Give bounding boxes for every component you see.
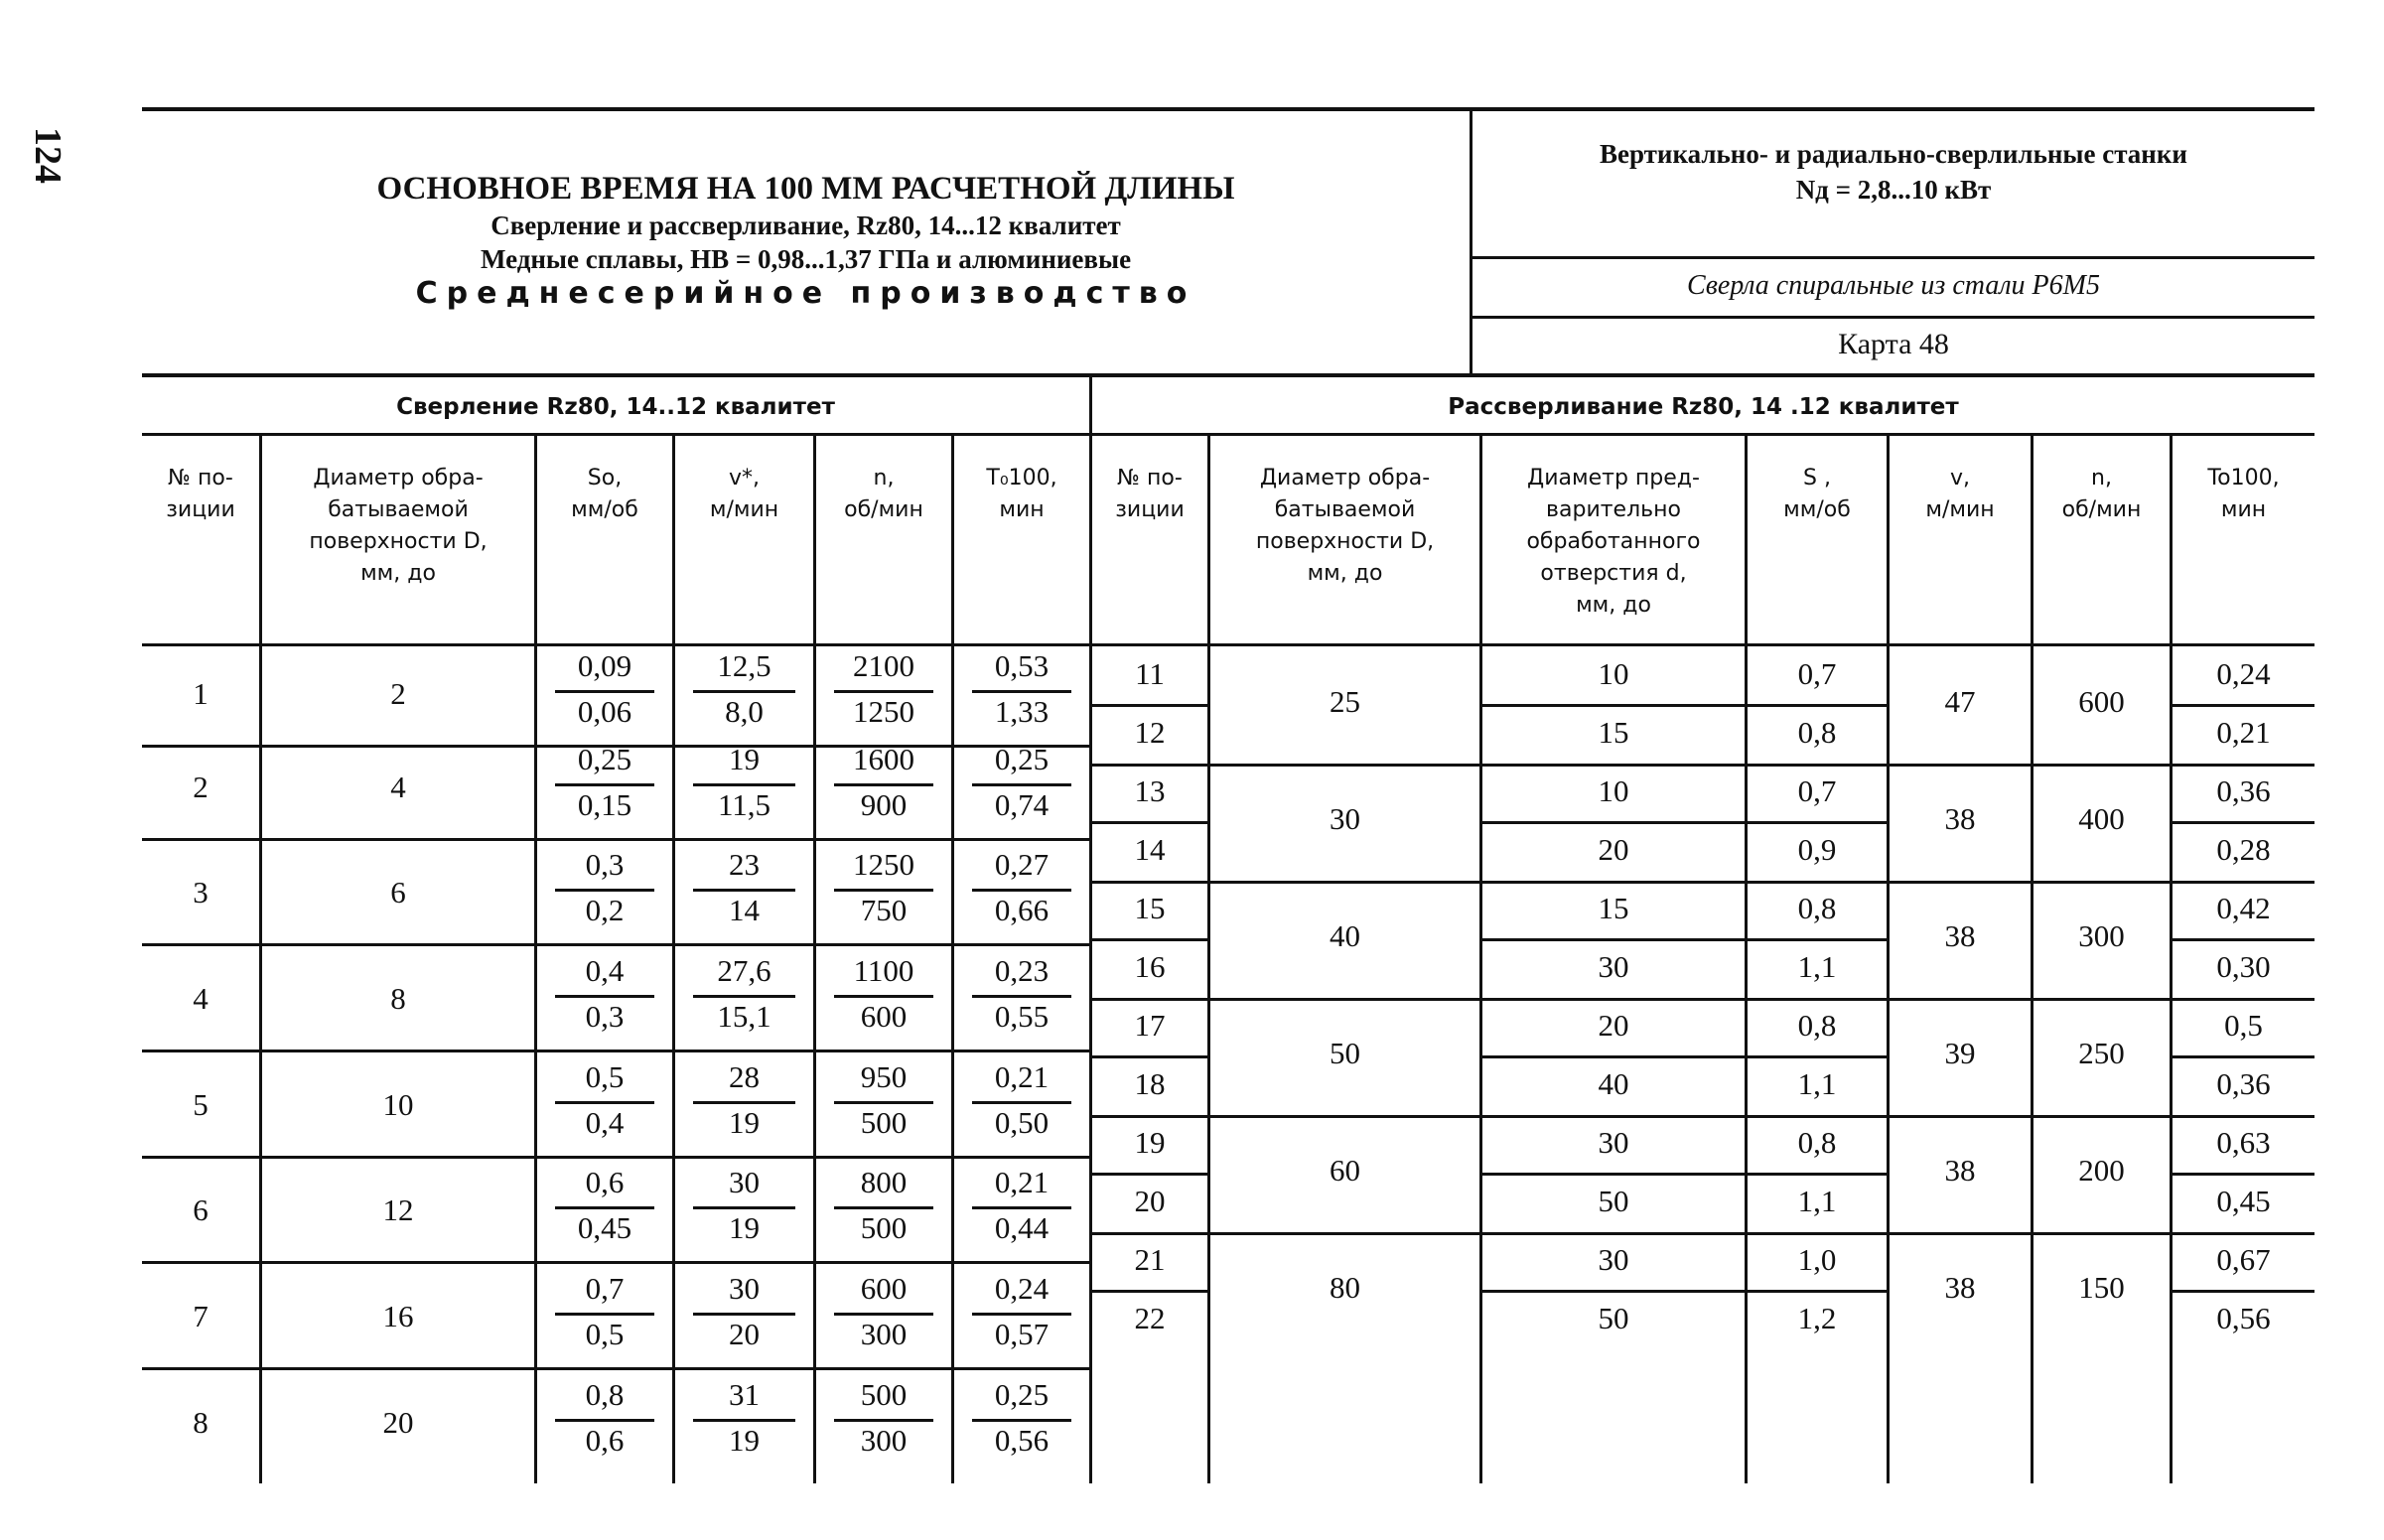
drilling-n-lower: 900 xyxy=(860,787,908,822)
rule xyxy=(142,1156,1089,1159)
drilling-v-upper: 30 xyxy=(729,1271,760,1306)
reaming-feed-s: 1,0 xyxy=(1797,1242,1837,1277)
drilling-v-lower: 15,1 xyxy=(717,999,771,1034)
drilling-diameter: 16 xyxy=(382,1299,414,1333)
fraction-bar xyxy=(834,995,933,998)
fraction-bar xyxy=(834,889,933,892)
drilling-v-upper: 23 xyxy=(729,847,760,882)
rule xyxy=(1482,1115,2314,1118)
reaming-feed-s: 1,1 xyxy=(1797,949,1837,984)
rule xyxy=(2173,1290,2314,1293)
drilling-diameter: 4 xyxy=(390,770,406,804)
drilling-s-upper: 0,25 xyxy=(577,742,632,776)
drilling-t-upper: 0,27 xyxy=(994,847,1050,882)
rule xyxy=(1092,1290,1207,1293)
drilling-t-lower: 0,74 xyxy=(994,787,1050,822)
rule xyxy=(1482,1290,1887,1293)
reaming-position: 11 xyxy=(1135,656,1165,691)
rule xyxy=(1482,821,1887,824)
drilling-t-upper: 0,25 xyxy=(994,742,1050,776)
drilling-header-col-3: So, мм/об xyxy=(571,466,638,522)
reaming-prev-diameter-d: 20 xyxy=(1598,1008,1629,1043)
reaming-time-t: 0,63 xyxy=(2216,1125,2271,1160)
reaming-position: 16 xyxy=(1134,949,1166,984)
drilling-t-upper: 0,24 xyxy=(994,1271,1050,1306)
drilling-n-lower: 600 xyxy=(860,999,908,1034)
drilling-position: 7 xyxy=(193,1299,209,1333)
reaming-prev-diameter-d: 50 xyxy=(1598,1184,1629,1218)
rule xyxy=(1092,998,1207,1001)
fraction-bar xyxy=(693,889,795,892)
reaming-header-col-6: n, об/мин xyxy=(2061,466,2142,522)
drilling-t-upper: 0,21 xyxy=(994,1059,1050,1094)
fraction-bar xyxy=(972,783,1071,786)
reaming-prev-diameter-d: 40 xyxy=(1598,1066,1629,1101)
drilling-s-lower: 0,06 xyxy=(577,694,632,729)
rule xyxy=(1210,764,1479,767)
drilling-s-lower: 0,5 xyxy=(585,1317,625,1351)
drilling-t-lower: 0,56 xyxy=(994,1423,1050,1458)
drilling-header-col-6: T₀100, мин xyxy=(986,466,1057,522)
reaming-position: 21 xyxy=(1134,1242,1166,1277)
fraction-bar xyxy=(555,1419,654,1422)
page-subtitle-material: Медные сплавы, НВ = 0,98...1,37 ГПа и алюминиевые xyxy=(480,244,1132,274)
drilling-position: 8 xyxy=(193,1405,209,1440)
rule xyxy=(1092,1173,1207,1176)
reaming-position: 17 xyxy=(1134,1008,1166,1043)
drilling-v-lower: 8,0 xyxy=(725,694,764,729)
rule xyxy=(1482,764,2314,767)
fraction-bar xyxy=(693,1419,795,1422)
drilling-t-lower: 0,57 xyxy=(994,1317,1050,1351)
drilling-header-col-4: v*, м/мин xyxy=(709,466,779,522)
reaming-position: 14 xyxy=(1134,832,1166,867)
rule xyxy=(1092,821,1207,824)
drilling-n-lower: 750 xyxy=(860,893,908,927)
drilling-diameter: 10 xyxy=(382,1087,414,1122)
rule xyxy=(142,1261,1089,1264)
fraction-bar xyxy=(555,1206,654,1209)
reaming-rpm-n: 600 xyxy=(2078,684,2125,719)
rule xyxy=(142,1050,1089,1052)
fraction-bar xyxy=(834,1419,933,1422)
reaming-speed-v: 38 xyxy=(1944,801,1976,836)
drilling-position: 2 xyxy=(193,770,209,804)
fraction-bar xyxy=(972,690,1071,693)
reaming-position: 20 xyxy=(1134,1184,1166,1218)
page-subtitle-production: Среднесерийное производство xyxy=(415,276,1196,311)
drilling-n-lower: 300 xyxy=(860,1423,908,1458)
drilling-v-upper: 12,5 xyxy=(717,648,771,683)
rule xyxy=(1092,1232,1207,1235)
drilling-header-col-1: № по- зиции xyxy=(166,466,235,522)
drilling-n-upper: 800 xyxy=(860,1165,908,1199)
rule xyxy=(1092,938,1207,941)
drilling-t-upper: 0,23 xyxy=(994,953,1050,988)
rule xyxy=(1092,881,1207,884)
reaming-time-t: 0,45 xyxy=(2216,1184,2271,1218)
drilling-header-col-2: Диаметр обра- батываемой поверхности D, мм, до xyxy=(309,466,488,586)
fraction-bar xyxy=(693,690,795,693)
drilling-s-upper: 0,5 xyxy=(585,1059,625,1094)
drilling-n-lower: 500 xyxy=(860,1210,908,1245)
reaming-time-t: 0,67 xyxy=(2216,1242,2271,1277)
reaming-feed-s: 0,8 xyxy=(1797,1125,1837,1160)
drilling-s-lower: 0,3 xyxy=(585,999,625,1034)
drilling-diameter: 8 xyxy=(390,981,406,1016)
drilling-t-lower: 0,50 xyxy=(994,1105,1050,1140)
rule xyxy=(142,1367,1089,1370)
reaming-prev-diameter-d: 10 xyxy=(1598,773,1629,808)
fraction-bar xyxy=(834,1206,933,1209)
reaming-prev-diameter-d: 10 xyxy=(1598,656,1629,691)
reaming-position: 15 xyxy=(1134,891,1166,925)
rule xyxy=(1210,1232,1479,1235)
drilling-s-upper: 0,4 xyxy=(585,953,625,988)
fraction-bar xyxy=(972,995,1071,998)
drilling-s-lower: 0,2 xyxy=(585,893,625,927)
page-number: 124 xyxy=(27,127,69,184)
reaming-feed-s: 1,2 xyxy=(1797,1301,1837,1335)
drilling-diameter: 6 xyxy=(390,875,406,910)
reaming-prev-diameter-d: 50 xyxy=(1598,1301,1629,1335)
drilling-section-title: Сверление Rz80, 14..12 квалитет xyxy=(396,394,835,420)
reaming-time-t: 0,36 xyxy=(2216,1066,2271,1101)
reaming-section-title: Рассверливание Rz80, 14 .12 квалитет xyxy=(1448,394,1959,420)
reaming-header-col-4: S , мм/об xyxy=(1783,466,1851,522)
reaming-diameter-D: 25 xyxy=(1330,684,1360,719)
machine-title: Вертикально- и радиально-сверлильные станки xyxy=(1600,139,2187,169)
rule xyxy=(1482,1055,1887,1058)
reaming-rpm-n: 200 xyxy=(2078,1153,2125,1188)
rule xyxy=(142,838,1089,841)
drilling-position: 4 xyxy=(193,981,209,1016)
reaming-speed-v: 39 xyxy=(1944,1036,1976,1070)
rule xyxy=(2173,938,2314,941)
rule xyxy=(1482,704,1887,707)
reaming-feed-s: 0,8 xyxy=(1797,1008,1837,1043)
fraction-bar xyxy=(555,783,654,786)
drilling-v-lower: 11,5 xyxy=(717,787,771,822)
drilling-diameter: 2 xyxy=(390,676,406,711)
rule xyxy=(1482,938,1887,941)
drilling-t-lower: 0,66 xyxy=(994,893,1050,927)
reaming-position: 18 xyxy=(1134,1066,1166,1101)
reaming-feed-s: 0,8 xyxy=(1797,891,1837,925)
fraction-bar xyxy=(834,1313,933,1316)
fraction-bar xyxy=(972,889,1071,892)
reaming-prev-diameter-d: 20 xyxy=(1598,832,1629,867)
rule xyxy=(1482,998,2314,1001)
reaming-feed-s: 0,7 xyxy=(1797,656,1837,691)
rule xyxy=(1092,1115,1207,1118)
reaming-prev-diameter-d: 15 xyxy=(1598,715,1629,750)
reaming-diameter-D: 50 xyxy=(1330,1036,1360,1070)
drilling-t-lower: 0,55 xyxy=(994,999,1050,1034)
reaming-time-t: 0,42 xyxy=(2216,891,2271,925)
drilling-position: 1 xyxy=(193,676,209,711)
reaming-diameter-D: 60 xyxy=(1330,1153,1360,1188)
drilling-t-upper: 0,21 xyxy=(994,1165,1050,1199)
drilling-v-lower: 19 xyxy=(729,1105,760,1140)
rule xyxy=(142,943,1089,946)
reaming-header-col-5: v, м/мин xyxy=(1925,466,1995,522)
drilling-s-upper: 0,3 xyxy=(585,847,625,882)
drilling-n-upper: 2100 xyxy=(853,648,914,683)
reaming-time-t: 0,36 xyxy=(2216,773,2271,808)
drilling-s-upper: 0,6 xyxy=(585,1165,625,1199)
rule xyxy=(1482,1173,1887,1176)
fraction-bar xyxy=(834,1101,933,1104)
rule xyxy=(1210,998,1479,1001)
drilling-v-lower: 14 xyxy=(729,893,760,927)
rule xyxy=(1092,704,1207,707)
drilling-t-upper: 0,25 xyxy=(994,1377,1050,1412)
rule xyxy=(1482,1232,2314,1235)
reaming-time-t: 0,56 xyxy=(2216,1301,2271,1335)
reaming-time-t: 0,30 xyxy=(2216,949,2271,984)
reaming-rpm-n: 400 xyxy=(2078,801,2125,836)
drilling-v-lower: 19 xyxy=(729,1423,760,1458)
drilling-s-lower: 0,45 xyxy=(577,1210,632,1245)
drilling-header-col-5: n, об/мин xyxy=(844,466,923,522)
drilling-s-upper: 0,09 xyxy=(577,648,632,683)
reaming-speed-v: 47 xyxy=(1944,684,1976,719)
fraction-bar xyxy=(972,1101,1071,1104)
drilling-diameter: 20 xyxy=(382,1405,414,1440)
reaming-prev-diameter-d: 30 xyxy=(1598,949,1629,984)
fraction-bar xyxy=(555,889,654,892)
drilling-s-lower: 0,15 xyxy=(577,787,632,822)
page-title: ОСНОВНОЕ ВРЕМЯ НА 100 ММ РАСЧЕТНОЙ ДЛИНЫ xyxy=(376,171,1235,207)
fraction-bar xyxy=(693,1101,795,1104)
fraction-bar xyxy=(972,1206,1071,1209)
drilling-position: 5 xyxy=(193,1087,209,1122)
reaming-position: 13 xyxy=(1134,773,1166,808)
drilling-v-lower: 20 xyxy=(729,1317,760,1351)
drilling-n-upper: 1600 xyxy=(853,742,914,776)
drilling-n-upper: 600 xyxy=(860,1271,908,1306)
rule xyxy=(2173,1055,2314,1058)
drilling-position: 3 xyxy=(193,875,209,910)
tool-type: Сверла спиральные из стали Р6М5 xyxy=(1687,270,2100,301)
drilling-n-lower: 1250 xyxy=(853,694,914,729)
drilling-n-upper: 950 xyxy=(860,1059,908,1094)
reaming-header-col-7: To100, мин xyxy=(2207,466,2280,522)
drilling-v-upper: 19 xyxy=(729,742,760,776)
fraction-bar xyxy=(555,690,654,693)
fraction-bar xyxy=(834,690,933,693)
reaming-prev-diameter-d: 30 xyxy=(1598,1242,1629,1277)
drilling-v-upper: 28 xyxy=(729,1059,760,1094)
reaming-prev-diameter-d: 30 xyxy=(1598,1125,1629,1160)
drilling-s-lower: 0,6 xyxy=(585,1423,625,1458)
rule xyxy=(1210,881,1479,884)
fraction-bar xyxy=(693,1206,795,1209)
drilling-s-upper: 0,7 xyxy=(585,1271,625,1306)
reaming-rpm-n: 250 xyxy=(2078,1036,2125,1070)
rule xyxy=(1092,764,1207,767)
fraction-bar xyxy=(834,783,933,786)
reaming-rpm-n: 300 xyxy=(2078,918,2125,953)
reaming-diameter-D: 30 xyxy=(1330,801,1360,836)
drilling-v-upper: 27,6 xyxy=(717,953,771,988)
reaming-feed-s: 0,8 xyxy=(1797,715,1837,750)
rule xyxy=(2173,821,2314,824)
reaming-time-t: 0,28 xyxy=(2216,832,2271,867)
fraction-bar xyxy=(555,1313,654,1316)
fraction-bar xyxy=(693,995,795,998)
reaming-time-t: 0,5 xyxy=(2224,1008,2263,1043)
drilling-t-lower: 0,44 xyxy=(994,1210,1050,1245)
drilling-n-upper: 500 xyxy=(860,1377,908,1412)
reaming-diameter-D: 80 xyxy=(1330,1270,1360,1305)
reaming-speed-v: 38 xyxy=(1944,918,1976,953)
title-block xyxy=(142,169,1470,312)
reaming-diameter-D: 40 xyxy=(1330,918,1360,953)
drilling-n-upper: 1100 xyxy=(853,953,914,988)
reaming-position: 22 xyxy=(1134,1301,1166,1335)
rule xyxy=(1210,1115,1479,1118)
fraction-bar xyxy=(555,995,654,998)
machine-power: Nд = 2,8...10 кВт xyxy=(1795,175,1992,205)
rule xyxy=(2173,704,2314,707)
drilling-n-lower: 500 xyxy=(860,1105,908,1140)
fraction-bar xyxy=(972,1419,1071,1422)
drilling-position: 6 xyxy=(193,1192,209,1227)
drilling-v-upper: 31 xyxy=(729,1377,760,1412)
page-subtitle-operation: Сверление и рассверливание, Rz80, 14...12 квалитет xyxy=(491,210,1121,240)
reaming-position: 19 xyxy=(1134,1125,1166,1160)
reaming-header-col-3: Диаметр пред- варительно обработанного отверстия d, мм, до xyxy=(1526,466,1701,618)
card-number: Карта 48 xyxy=(1838,328,1949,360)
rule xyxy=(1092,1055,1207,1058)
drilling-n-lower: 300 xyxy=(860,1317,908,1351)
reaming-time-t: 0,21 xyxy=(2216,715,2271,750)
drilling-diameter: 12 xyxy=(382,1192,414,1227)
fraction-bar xyxy=(555,1101,654,1104)
drilling-n-upper: 1250 xyxy=(853,847,914,882)
reaming-speed-v: 38 xyxy=(1944,1153,1976,1188)
drilling-v-upper: 30 xyxy=(729,1165,760,1199)
drilling-t-lower: 1,33 xyxy=(994,694,1050,729)
reaming-feed-s: 0,7 xyxy=(1797,773,1837,808)
fraction-bar xyxy=(693,1313,795,1316)
reaming-prev-diameter-d: 15 xyxy=(1598,891,1629,925)
reaming-time-t: 0,24 xyxy=(2216,656,2271,691)
drilling-t-upper: 0,53 xyxy=(994,648,1050,683)
fraction-bar xyxy=(972,1313,1071,1316)
drilling-s-upper: 0,8 xyxy=(585,1377,625,1412)
reaming-position: 12 xyxy=(1134,715,1166,750)
reaming-feed-s: 1,1 xyxy=(1797,1184,1837,1218)
drilling-s-lower: 0,4 xyxy=(585,1105,625,1140)
drilling-v-lower: 19 xyxy=(729,1210,760,1245)
fraction-bar xyxy=(693,783,795,786)
reaming-header-col-2: Диаметр обра- батываемой поверхности D, мм, до xyxy=(1255,466,1435,586)
reaming-feed-s: 1,1 xyxy=(1797,1066,1837,1101)
rule xyxy=(2173,1173,2314,1176)
reaming-speed-v: 38 xyxy=(1944,1270,1976,1305)
reaming-header-col-1: № по- зиции xyxy=(1115,466,1185,522)
rule xyxy=(1482,881,2314,884)
reaming-feed-s: 0,9 xyxy=(1797,832,1837,867)
reaming-rpm-n: 150 xyxy=(2078,1270,2125,1305)
